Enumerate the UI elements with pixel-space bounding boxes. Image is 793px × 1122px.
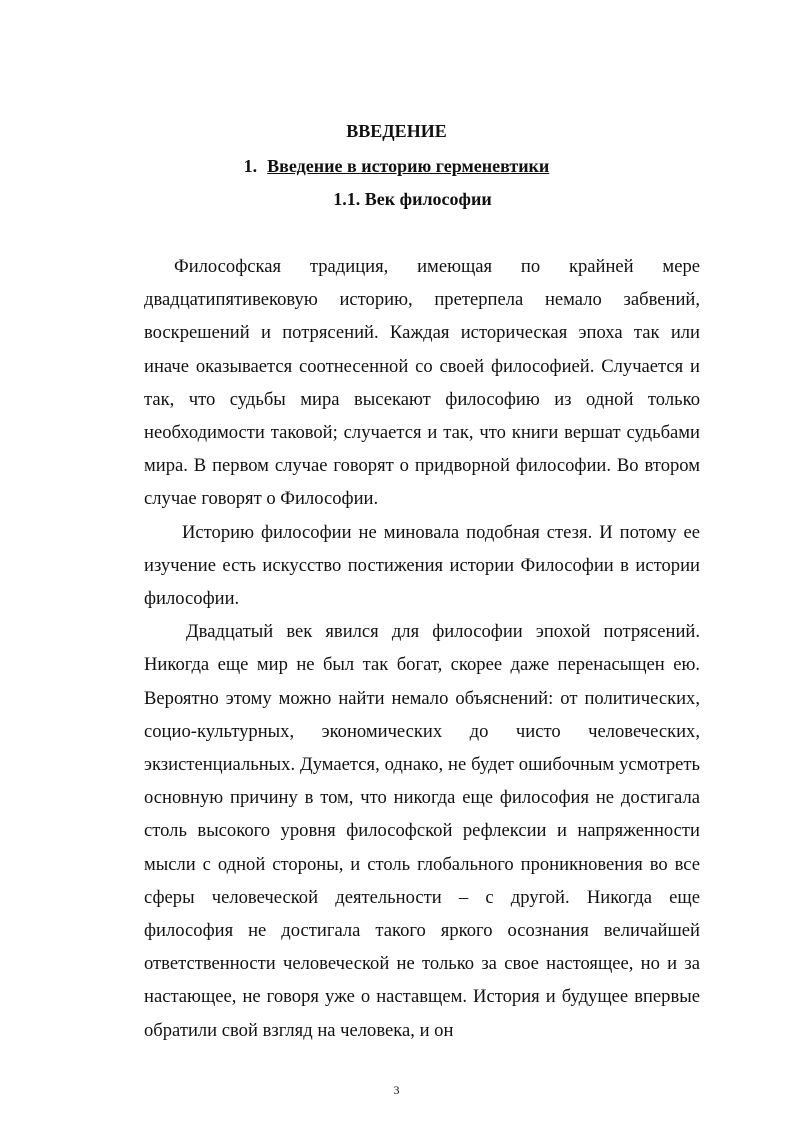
section-heading [0, 155, 793, 177]
chapter-heading: ВВЕДЕНИЕ [346, 121, 447, 141]
section-number: 1. [243, 156, 258, 176]
page-number: 3 [393, 1083, 400, 1097]
paragraph: Философская традиция, имеющая по крайней мере двадцатипятивековую историю, претерпела немало забвений, воскрешений и потрясений. Каждая историческая эпоха так или иначе оказывается соотнесенной со своей философией. Случается и так, что судьбы мира высекают философию из одной только необходимости таковой; случается и так, что книги вершат судьбами мира. В первом случае говорят о придворной философии. Во втором случае говорят о Философии. [144, 256, 700, 510]
paragraph: Историю философии не миновала подобная стезя. И потому ее изучение есть искусство постижения истории Философии в истории философии. [144, 521, 700, 610]
body-text [144, 250, 700, 1047]
subsection-heading [0, 188, 793, 210]
subsection-title: 1.1. Век философии [333, 189, 492, 209]
section-title: Введение в историю герменевтики [267, 156, 550, 176]
paragraph: Двадцатый век явился для философии эпохой потрясений. Никогда еще мир не был так богат, скорее даже перенасыщен ею. Вероятно этому можно найти немало объяснений: от политических, социо-культурных, экономических до чисто человеческих, экзистенциальных. Думается, однако, не будет ошибочным усмотреть основную причину в том, что никогда еще философия не достигала столь высокого уровня философской рефлексии и напряженности мысли с одной стороны, и столь глобального проникновения во все сферы человеческой деятельности – с другой. Никогда еще философия не достигала такого яркого осознания величайшей ответственности человеческой не только за свое настоящее, но и за настающее, не говоря уже о наставщем. История и будущее впервые обратили свой взгляд на человека, и он [144, 621, 700, 1041]
